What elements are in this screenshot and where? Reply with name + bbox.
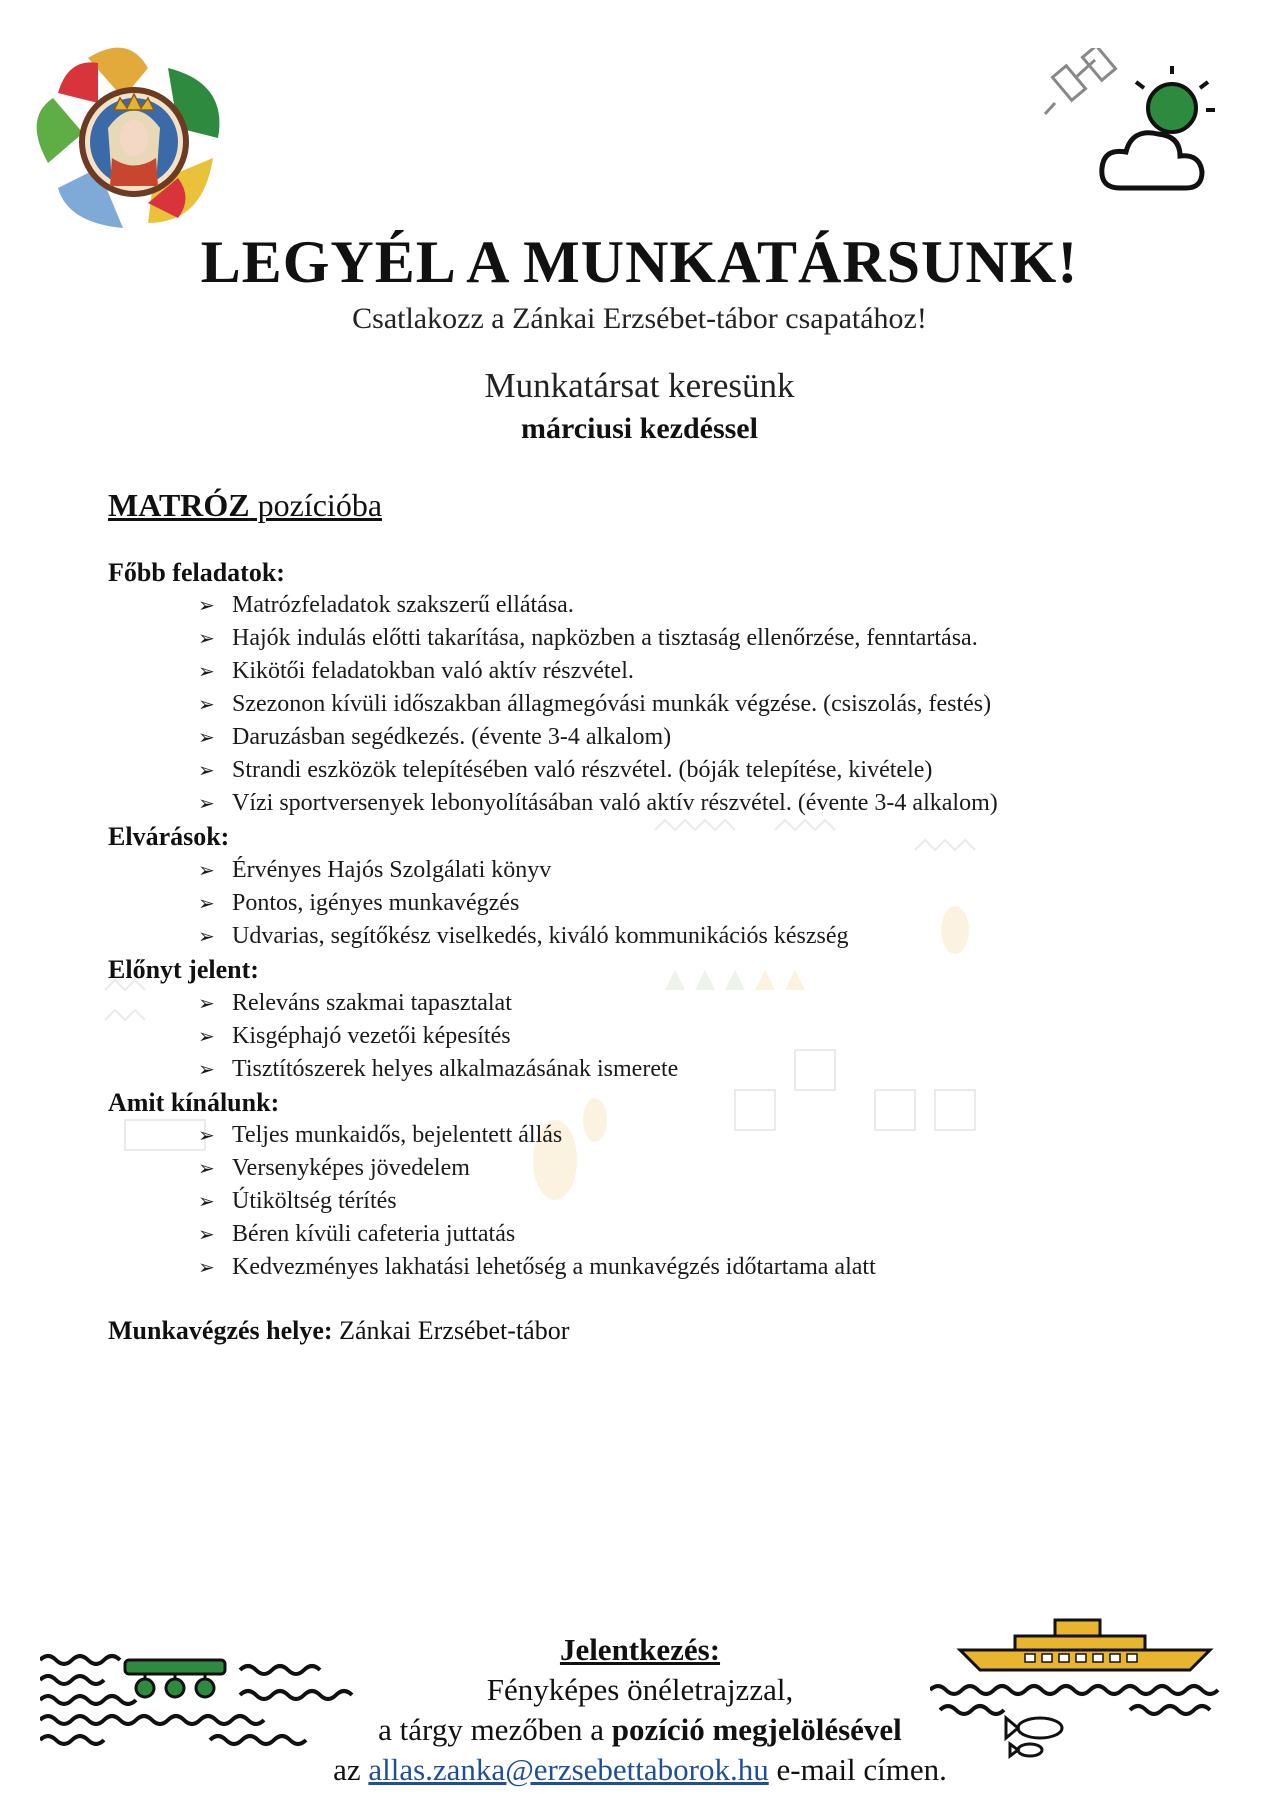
list-item: ➢ Hajók indulás előtti takarítása, napközben a tisztaság ellenőrzése, fenntartása. xyxy=(198,625,978,651)
bullet-icon: ➢ xyxy=(198,1156,215,1180)
apply-line-1: Fényképes önéletrajzzal, xyxy=(486,1672,794,1707)
list-item: ➢ Tisztítószerek helyes alkalmazásának ismerete xyxy=(198,1056,679,1082)
bullet-icon: ➢ xyxy=(198,1189,215,1213)
camp-logo-icon xyxy=(28,38,240,236)
list-item: ➢ Pontos, igényes munkavégzés xyxy=(198,890,520,916)
list-item: ➢ Útiköltség térítés xyxy=(198,1188,397,1214)
workplace-value: Zánkai Erzsébet-tábor xyxy=(332,1316,570,1345)
fish-icon xyxy=(1006,1718,1062,1756)
subtitle: Csatlakozz a Zánkai Erzsébet-tábor csapatához! xyxy=(352,302,927,335)
bullet-icon: ➢ xyxy=(198,858,215,882)
list-item: ➢ Daruzásban segédkezés. (évente 3-4 alkalom) xyxy=(198,724,672,750)
bullet-icon: ➢ xyxy=(198,791,215,815)
bullet-icon: ➢ xyxy=(198,659,215,683)
email-link[interactable]: allas.zanka@erzsebettaborok.hu xyxy=(368,1752,769,1787)
workplace-label: Munkavégzés helye: xyxy=(108,1316,333,1345)
bullet-icon: ➢ xyxy=(198,1024,215,1048)
apply-line-3: az allas.zanka@erzsebettaborok.hu e-mail címen. xyxy=(333,1752,947,1787)
bullet-icon: ➢ xyxy=(198,725,215,749)
start-date-text: márciusi kezdéssel xyxy=(521,412,758,445)
list-item: ➢ Releváns szakmai tapasztalat xyxy=(198,990,512,1016)
list-item: ➢ Kedvezményes lakhatási lehetőség a munkavégzés időtartama alatt xyxy=(198,1254,876,1280)
bullet-icon: ➢ xyxy=(198,991,215,1015)
seeking-text: Munkatársat keresünk xyxy=(484,366,795,405)
bullet-icon: ➢ xyxy=(198,891,215,915)
list-item: ➢ Matrózfeladatok szakszerű ellátása. xyxy=(198,592,574,618)
position-heading xyxy=(108,487,382,524)
tasks-title: Főbb feladatok: xyxy=(108,558,285,587)
bullet-icon: ➢ xyxy=(198,626,215,650)
list-item: ➢ Udvarias, segítőkész viselkedés, kiváló kommunikációs készség xyxy=(198,923,849,949)
list-item: ➢ Béren kívüli cafeteria juttatás xyxy=(198,1221,516,1247)
apply-title: Jelentkezés: xyxy=(559,1632,721,1667)
bullet-icon: ➢ xyxy=(198,692,215,716)
list-item: ➢ Versenyképes jövedelem xyxy=(198,1155,470,1181)
bullet-icon: ➢ xyxy=(198,593,215,617)
offer-title: Amit kínálunk: xyxy=(108,1088,280,1117)
requirements-title: Elvárások: xyxy=(108,822,230,851)
apply-line-2: a tárgy mezőben a pozíció megjelölésével xyxy=(378,1712,902,1747)
list-item: ➢ Kisgéphajó vezetői képesítés xyxy=(198,1023,511,1049)
bullet-icon: ➢ xyxy=(198,1123,215,1147)
bullet-icon: ➢ xyxy=(198,924,215,948)
list-item: ➢ Teljes munkaidős, bejelentett állás xyxy=(198,1122,563,1148)
advantages-title: Előnyt jelent: xyxy=(108,955,259,984)
bullet-icon: ➢ xyxy=(198,1057,215,1081)
bullet-icon: ➢ xyxy=(198,1255,215,1279)
position-suffix: pozícióba xyxy=(249,487,383,523)
list-item: ➢ Vízi sportversenyek lebonyolításában való aktív részvétel. (évente 3-4 alkalom) xyxy=(198,790,998,816)
page-title: LEGYÉL A MUNKATÁRSUNK! xyxy=(200,229,1079,295)
list-item: ➢ Szezonon kívüli időszakban állagmegóvási munkák végzése. (csiszolás, festés) xyxy=(198,691,992,717)
apply-emphasis: pozíció megjelölésével xyxy=(611,1712,902,1747)
sun-cloud-icon xyxy=(1040,48,1230,198)
bullet-icon: ➢ xyxy=(198,1222,215,1246)
list-item: ➢ Kikötői feladatokban való aktív részvétel. xyxy=(198,658,634,684)
satellite-icon xyxy=(1045,48,1116,114)
position-name: MATRÓZ xyxy=(108,487,250,523)
bullet-icon: ➢ xyxy=(198,758,215,782)
list-item: ➢ Strandi eszközök telepítésében való részvétel. (bóják telepítése, kivétele) xyxy=(198,757,933,783)
workplace xyxy=(108,1316,569,1346)
list-item: ➢ Érvényes Hajós Szolgálati könyv xyxy=(198,857,552,883)
